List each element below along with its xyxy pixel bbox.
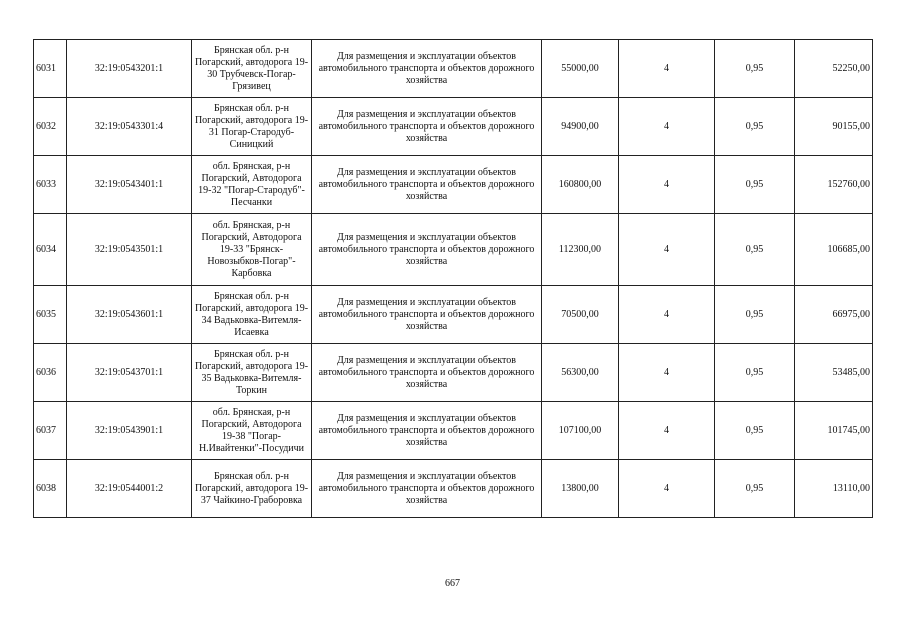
permitted-use-cell: Для размещения и эксплуатации объектов автомобильного транспорта и объектов дорожного хозяйства (312, 286, 542, 344)
permitted-use-cell: Для размещения и эксплуатации объектов автомобильного транспорта и объектов дорожного хозяйства (312, 98, 542, 156)
coefficient-cell: 0,95 (715, 460, 795, 518)
cadastral-number-cell: 32:19:0543501:1 (67, 214, 192, 286)
cadastral-value-cell: 152760,00 (795, 156, 873, 214)
cadastral-number-cell: 32:19:0543201:1 (67, 40, 192, 98)
table-row (34, 98, 873, 156)
area-cell: 56300,00 (542, 344, 619, 402)
permitted-use-cell: Для размещения и эксплуатации объектов автомобильного транспорта и объектов дорожного хозяйства (312, 460, 542, 518)
cadastral-value-cell: 101745,00 (795, 402, 873, 460)
rate-cell: 4 (619, 402, 715, 460)
row-number-cell: 6035 (34, 286, 67, 344)
cadastral-value-cell: 53485,00 (795, 344, 873, 402)
coefficient-cell: 0,95 (715, 344, 795, 402)
row-number-cell: 6031 (34, 40, 67, 98)
location-cell: обл. Брянская, р-н Погарский, Автодорога 19-32 "Погар-Стародуб"-Песчанки (192, 156, 312, 214)
page-number: 667 (445, 578, 460, 589)
coefficient-cell: 0,95 (715, 156, 795, 214)
rate-cell: 4 (619, 286, 715, 344)
row-number-cell: 6033 (34, 156, 67, 214)
rate-cell: 4 (619, 344, 715, 402)
area-cell: 13800,00 (542, 460, 619, 518)
coefficient-cell: 0,95 (715, 40, 795, 98)
permitted-use-cell: Для размещения и эксплуатации объектов автомобильного транспорта и объектов дорожного хозяйства (312, 156, 542, 214)
rate-cell: 4 (619, 98, 715, 156)
table-row (34, 460, 873, 518)
coefficient-cell: 0,95 (715, 98, 795, 156)
row-number-cell: 6036 (34, 344, 67, 402)
location-cell: Брянская обл. р-н Погарский, автодорога 19-31 Погар-Стародуб-Синицкий (192, 98, 312, 156)
coefficient-cell: 0,95 (715, 402, 795, 460)
permitted-use-cell: Для размещения и эксплуатации объектов автомобильного транспорта и объектов дорожного хозяйства (312, 214, 542, 286)
cadastral-value-cell: 90155,00 (795, 98, 873, 156)
cadastral-number-cell: 32:19:0543301:4 (67, 98, 192, 156)
table-row (34, 402, 873, 460)
cadastral-value-cell: 66975,00 (795, 286, 873, 344)
area-cell: 112300,00 (542, 214, 619, 286)
location-cell: обл. Брянская, р-н Погарский, Автодорога 19-33 "Брянск-Новозыбков-Погар"-Карбовка (192, 214, 312, 286)
permitted-use-cell: Для размещения и эксплуатации объектов автомобильного транспорта и объектов дорожного хозяйства (312, 344, 542, 402)
cadastral-number-cell: 32:19:0543601:1 (67, 286, 192, 344)
rate-cell: 4 (619, 156, 715, 214)
table-row (34, 156, 873, 214)
cadastral-number-cell: 32:19:0544001:2 (67, 460, 192, 518)
cadastral-number-cell: 32:19:0543401:1 (67, 156, 192, 214)
location-cell: Брянская обл. р-н Погарский, автодорога 19-35 Вадьковка-Витемля-Торкин (192, 344, 312, 402)
location-cell: Брянская обл. р-н Погарский, автодорога 19-30 Трубчевск-Погар-Грязивец (192, 40, 312, 98)
rate-cell: 4 (619, 214, 715, 286)
table-row (34, 344, 873, 402)
table-row (34, 40, 873, 98)
cadastral-number-cell: 32:19:0543701:1 (67, 344, 192, 402)
coefficient-cell: 0,95 (715, 214, 795, 286)
location-cell: Брянская обл. р-н Погарский, автодорога 19-34 Вадьковка-Витемля-Исаевка (192, 286, 312, 344)
area-cell: 94900,00 (542, 98, 619, 156)
permitted-use-cell: Для размещения и эксплуатации объектов автомобильного транспорта и объектов дорожного хозяйства (312, 40, 542, 98)
table-row (34, 214, 873, 286)
row-number-cell: 6038 (34, 460, 67, 518)
row-number-cell: 6034 (34, 214, 67, 286)
table-body (34, 40, 873, 518)
cadastral-number-cell: 32:19:0543901:1 (67, 402, 192, 460)
row-number-cell: 6037 (34, 402, 67, 460)
cadastral-value-cell: 106685,00 (795, 214, 873, 286)
land-plots-table (33, 39, 873, 518)
location-cell: Брянская обл. р-н Погарский, автодорога 19-37 Чайкино-Граборовка (192, 460, 312, 518)
cadastral-value-cell: 13110,00 (795, 460, 873, 518)
location-cell: обл. Брянская, р-н Погарский, Автодорога 19-38 "Погар-Н.Ивайтенки"-Посудичи (192, 402, 312, 460)
rate-cell: 4 (619, 40, 715, 98)
table-row (34, 286, 873, 344)
area-cell: 160800,00 (542, 156, 619, 214)
area-cell: 70500,00 (542, 286, 619, 344)
area-cell: 107100,00 (542, 402, 619, 460)
coefficient-cell: 0,95 (715, 286, 795, 344)
area-cell: 55000,00 (542, 40, 619, 98)
row-number-cell: 6032 (34, 98, 67, 156)
permitted-use-cell: Для размещения и эксплуатации объектов автомобильного транспорта и объектов дорожного хозяйства (312, 402, 542, 460)
rate-cell: 4 (619, 460, 715, 518)
cadastral-value-cell: 52250,00 (795, 40, 873, 98)
